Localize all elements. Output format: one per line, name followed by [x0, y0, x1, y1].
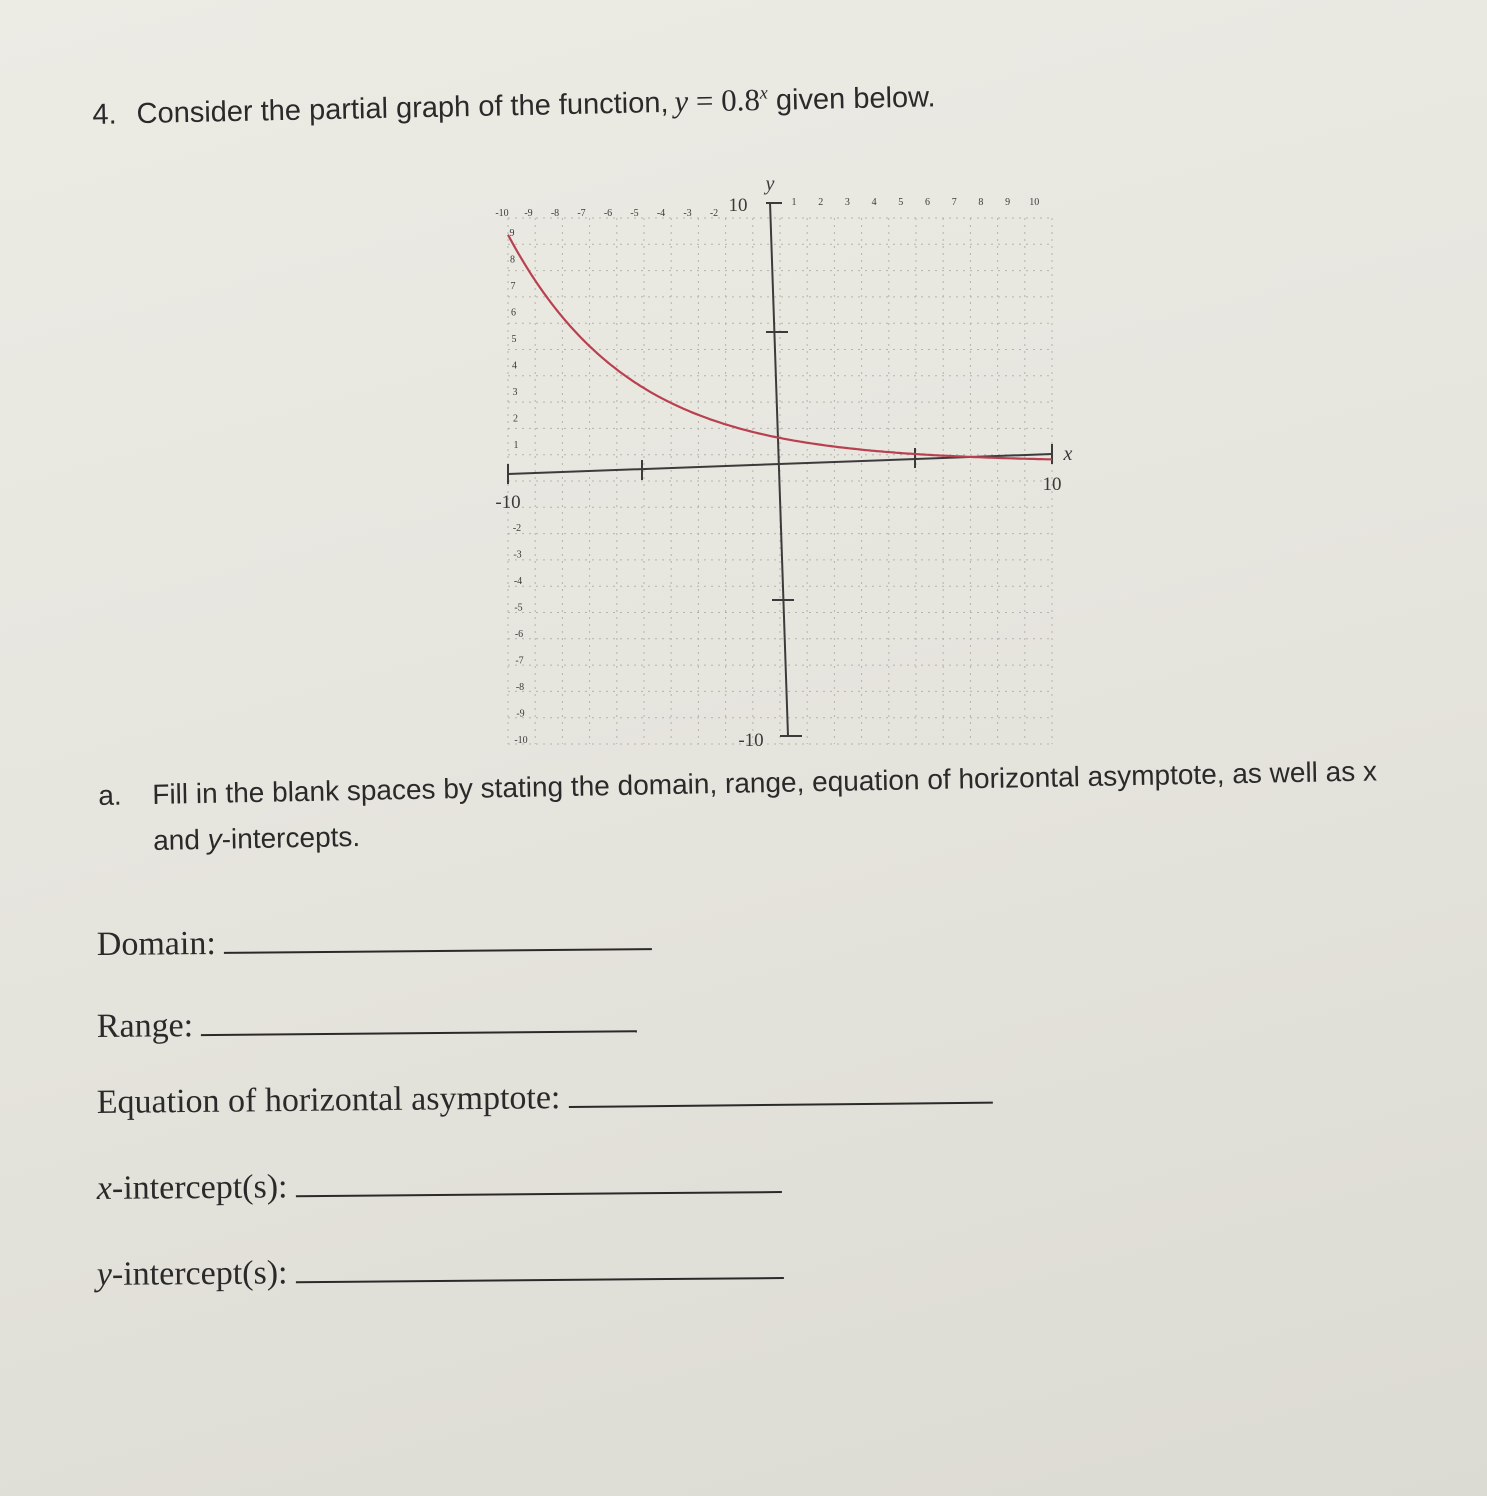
left-tick-label: 2 — [513, 413, 518, 425]
part-a-line1: Fill in the blank spaces by stating the domain, range, equation of horizontal asymptote, as well as x — [151, 755, 1378, 810]
left-tick-label: -5 — [514, 602, 523, 614]
left-tick-label: -9 — [516, 708, 525, 720]
left-tick-label: 5 — [511, 334, 517, 345]
top-tick-label: 3 — [844, 197, 850, 208]
top-tick-label: 7 — [951, 197, 957, 208]
top-tick-label: 1 — [791, 197, 797, 208]
x-intercept-answer-blank[interactable] — [296, 1187, 782, 1197]
top-tick-label: -9 — [524, 208, 533, 219]
asymptote-field — [97, 1075, 993, 1122]
y-axis-line — [770, 202, 788, 736]
function-lhs: y — [674, 83, 689, 119]
left-tick-label: -10 — [514, 735, 528, 746]
x-intercept-label: -intercept(s): — [111, 1168, 288, 1207]
top-tick-label: -5 — [630, 208, 639, 219]
left-tick-label: -8 — [515, 682, 525, 693]
x-axis-right-major-label: 10 — [1042, 474, 1062, 495]
top-tick-label: -4 — [656, 208, 666, 219]
left-tick-label: -3 — [513, 549, 522, 561]
left-tick-label: 3 — [512, 387, 518, 398]
top-tick-label: 8 — [978, 197, 984, 208]
y-intercept-answer-blank[interactable] — [296, 1273, 784, 1283]
top-tick-label: 2 — [818, 197, 824, 208]
domain-field — [97, 921, 652, 964]
top-tick-label: -7 — [577, 208, 586, 219]
function-base: = 0.8 — [687, 82, 761, 119]
top-tick-label: 5 — [898, 197, 904, 208]
x-axis-left-major-label: -10 — [495, 492, 521, 513]
x-axis-label: x — [1063, 443, 1073, 465]
left-tick-label: -4 — [513, 576, 523, 587]
question-text-after: given below. — [775, 81, 936, 117]
top-tick-label: -3 — [683, 208, 692, 219]
top-tick-label: 4 — [871, 197, 877, 208]
left-tick-label: -6 — [514, 629, 524, 640]
left-tick-label: -2 — [512, 523, 522, 534]
part-a-label: a. — [98, 779, 122, 811]
range-label: Range: — [96, 1007, 194, 1045]
asymptote-label: Equation of horizontal asymptote: — [96, 1079, 561, 1121]
part-a-line2-var: y — [207, 823, 222, 855]
left-tick-label: 7 — [510, 281, 516, 292]
x-intercept-field — [97, 1164, 782, 1208]
top-tick-label: 6 — [925, 197, 930, 208]
y-axis-top-major-label: 10 — [728, 195, 748, 216]
question-text-before: Consider the partial graph of the function, — [136, 86, 669, 131]
left-tick-label: 6 — [511, 307, 516, 319]
top-tick-label: 9 — [1005, 197, 1011, 208]
part-a-line2-post: -intercepts. — [221, 820, 361, 855]
y-intercept-var: y — [96, 1255, 113, 1293]
graph-tick-labels — [495, 173, 1072, 751]
y-axis-bottom-major-label: -10 — [738, 730, 764, 751]
question-number: 4. — [92, 98, 117, 131]
top-tick-label: -8 — [550, 208, 560, 219]
top-tick-label: -2 — [709, 208, 719, 219]
top-tick-label: -6 — [603, 208, 613, 219]
left-tick-label: 4 — [512, 360, 517, 372]
domain-label: Domain: — [96, 924, 216, 964]
x-intercept-var: x — [96, 1169, 113, 1207]
top-tick-label: -10 — [495, 208, 509, 219]
left-tick-label: 1 — [513, 440, 519, 451]
asymptote-answer-blank[interactable] — [568, 1098, 992, 1108]
y-intercept-label: -intercept(s): — [111, 1254, 288, 1293]
part-a-line2-pre: and — [152, 823, 208, 856]
range-answer-blank[interactable] — [201, 1026, 637, 1036]
domain-answer-blank[interactable] — [224, 944, 652, 954]
left-tick-label: 9 — [509, 228, 515, 239]
top-tick-label: 10 — [1029, 197, 1040, 208]
range-field — [97, 1003, 638, 1046]
left-tick-label: -7 — [515, 655, 524, 667]
y-axis-label: y — [765, 173, 775, 195]
function-exponent: x — [759, 82, 768, 103]
left-tick-label: 8 — [510, 254, 515, 266]
y-intercept-field — [97, 1250, 784, 1294]
